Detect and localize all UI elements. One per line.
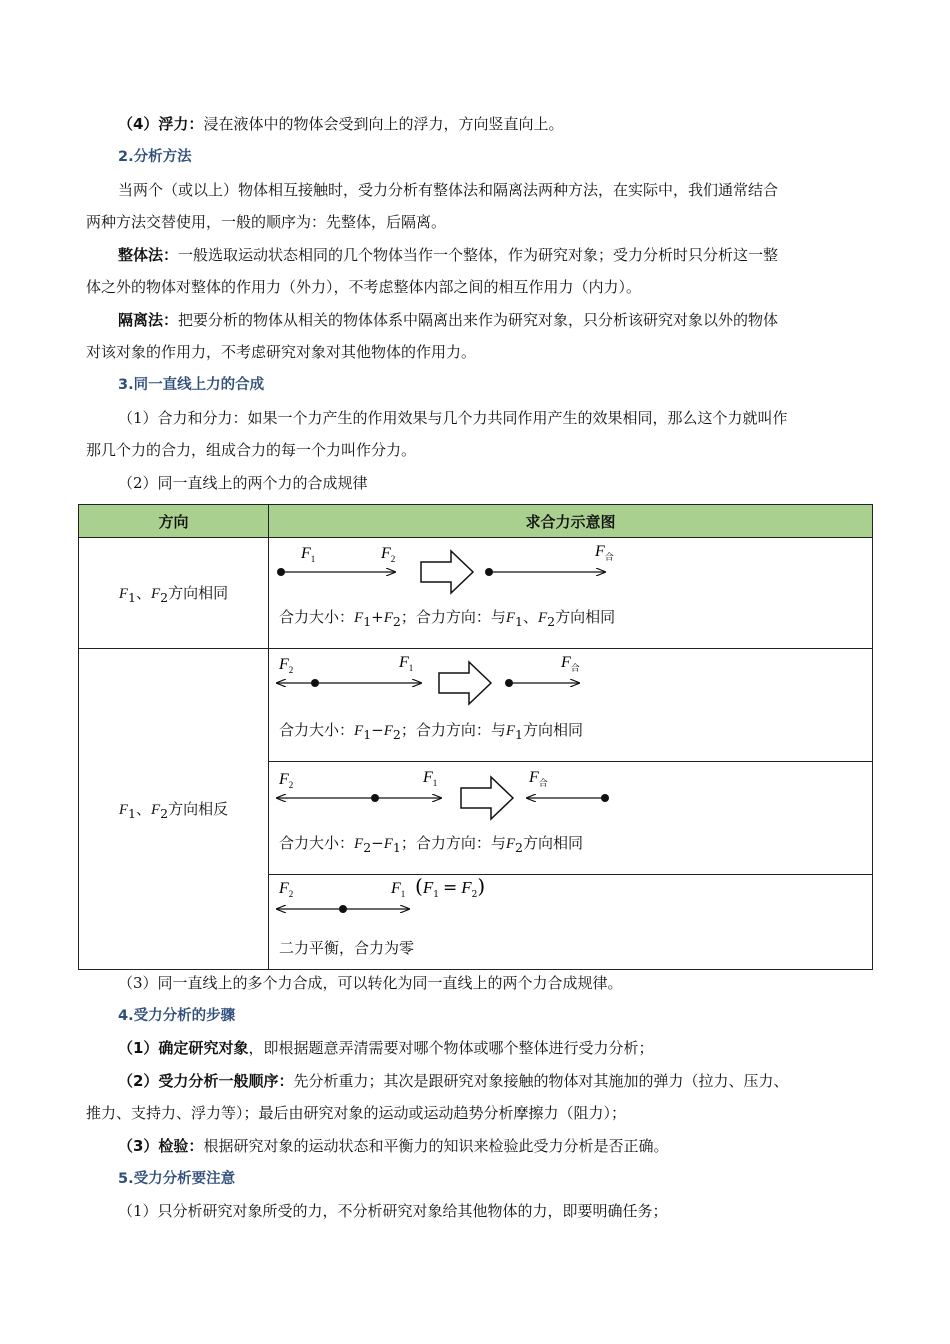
table-header-row <box>79 505 873 538</box>
opposite-f1-larger-diagram <box>269 649 873 761</box>
diagram-opposite-equal <box>269 875 873 970</box>
table-row-opposite-a <box>79 649 873 762</box>
resultant-label: $F_合$ <box>595 543 614 562</box>
resultant-label: $F_合$ <box>529 769 548 788</box>
same-direction-diagram <box>269 538 873 648</box>
object-dot <box>311 679 319 687</box>
header-diagram: 求合力示意图 <box>269 505 873 538</box>
f2-label: $F_2$ <box>279 880 294 899</box>
diagram-same-direction <box>269 538 873 649</box>
result-arrow-icon <box>421 551 473 593</box>
label-same-direction: $F_1$、$F_2$方向相同 <box>79 538 269 649</box>
opposite-f2-larger-diagram <box>269 762 873 874</box>
resultant-dot <box>485 568 493 576</box>
result-arrow-icon <box>439 662 491 704</box>
whole-method-line1: 整体法：一般选取运动状态相同的几个物体当作一个整体，作为研究对象；受力分析时只分析这一整 <box>118 246 779 264</box>
resultant-label: $F_合$ <box>561 654 580 673</box>
diagram-opposite-f1-larger <box>269 649 873 762</box>
resultant-dot <box>505 679 513 687</box>
isolation-method-line1: 隔离法：把要分析的物体从相关的物体体系中隔离出来作为研究对象，只分析该研究对象以外的物体 <box>118 311 779 329</box>
heading-attention: 5.受力分析要注意 <box>118 1171 236 1187</box>
f2-label: $F_2$ <box>279 771 294 790</box>
isolation-method-line2: 对该对象的作用力，不考虑研究对象对其他物体的作用力。 <box>86 343 477 361</box>
object-dot <box>371 794 379 802</box>
diagram-opposite-f2-larger <box>269 762 873 875</box>
multi-force-note: （3）同一直线上的多个力合成，可以转化为同一直线上的两个力合成规律。 <box>118 974 623 992</box>
f1-label: $F_1$ <box>301 545 316 564</box>
force-composition-table <box>78 504 873 970</box>
object-dot <box>339 905 347 913</box>
heading-force-composition: 3.同一直线上力的合成 <box>118 377 265 393</box>
step-1: （1）确定研究对象，即根据题意弄清需要对哪个物体或哪个整体进行受力分析； <box>118 1039 654 1057</box>
caption-opposite-equal: 二力平衡，合力为零 <box>279 939 415 957</box>
result-arrow-icon <box>461 777 513 819</box>
resultant-definition-line2: 那几个力的合力，组成合力的每一个力叫作分力。 <box>86 441 417 459</box>
resultant-dot <box>601 794 609 802</box>
heading-analysis-method: 2.分析方法 <box>118 149 192 165</box>
f1-label: $F_1$ <box>423 769 438 788</box>
caption-opposite-f1-larger: 合力大小：$F_1-F_2$；合力方向：与$F_1$方向相同 <box>279 721 583 742</box>
table-row-same-direction <box>79 538 873 649</box>
caption-same-direction: 合力大小：$F_1+F_2$；合力方向：与$F_1$、$F_2$方向相同 <box>279 608 616 629</box>
whole-method-line2: 体之外的物体对整体的作用力（外力），不考虑整体内部之间的相互作用力（内力）。 <box>86 278 642 296</box>
f1-label: $F_1$ <box>391 880 406 899</box>
method-intro-line1: 当两个（或以上）物体相互接触时，受力分析有整体法和隔离法两种方法，在实际中，我们通常结合 <box>118 181 779 199</box>
equal-condition: $(F_1 = F_2)$ <box>415 875 486 900</box>
resultant-definition-line1: （1）合力和分力：如果一个力产生的作用效果与几个力共同作用产生的效果相同，那么这个力就叫作 <box>118 409 788 427</box>
attention-point-1: （1）只分析研究对象所受的力，不分析研究对象给其他物体的力，即要明确任务； <box>118 1202 668 1220</box>
method-intro-line2: 两种方法交替使用，一般的顺序为：先整体，后隔离。 <box>86 213 447 231</box>
two-force-rule-title: （2）同一直线上的两个力的合成规律 <box>118 474 368 492</box>
buoyancy-paragraph: （4）浮力：浸在液体中的物体会受到向上的浮力，方向竖直向上。 <box>118 115 564 133</box>
f2-label: $F_2$ <box>279 656 294 675</box>
step-2-line1: （2）受力分析一般顺序：先分析重力；其次是跟研究对象接触的物体对其施加的弹力（拉力、压力、 <box>118 1072 789 1090</box>
step-3: （3）检验：根据研究对象的运动状态和平衡力的知识来检验此受力分析是否正确。 <box>118 1137 669 1155</box>
header-direction: 方向 <box>79 505 269 538</box>
caption-opposite-f2-larger: 合力大小：$F_2-F_1$；合力方向：与$F_2$方向相同 <box>279 834 583 855</box>
f2-label: $F_2$ <box>381 545 396 564</box>
heading-analysis-steps: 4.受力分析的步骤 <box>118 1008 236 1024</box>
label-opposite-direction: $F_1$、$F_2$方向相反 <box>79 649 269 970</box>
f1-label: $F_1$ <box>399 654 414 673</box>
step-2-line2: 推力、支持力、浮力等）；最后由研究对象的运动或运动趋势分析摩擦力（阻力）； <box>86 1104 627 1122</box>
object-dot <box>277 568 285 576</box>
